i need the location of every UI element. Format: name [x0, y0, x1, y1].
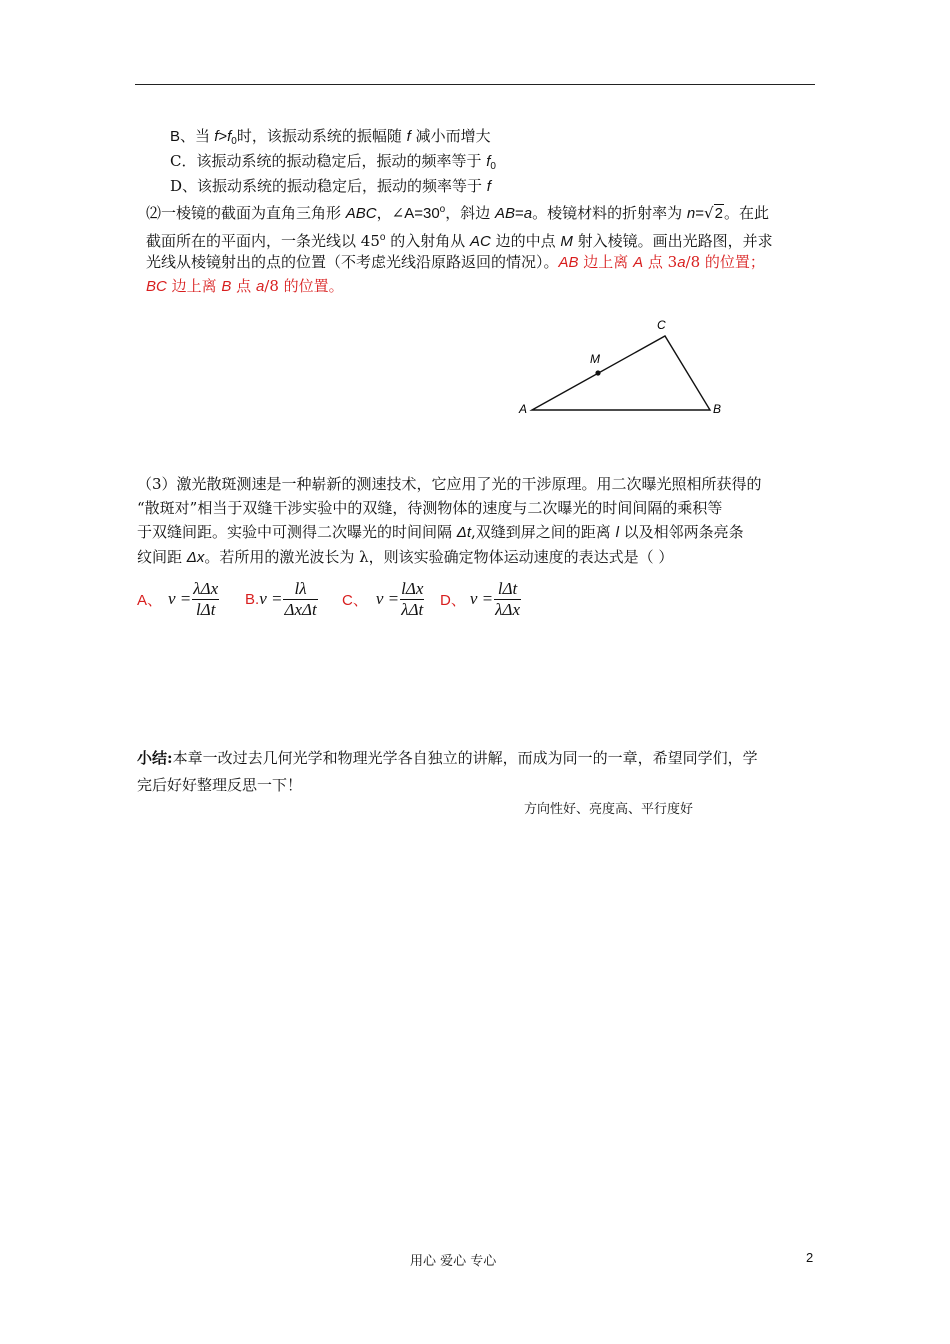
q3-line-1: （3）激光散斑测速是一种崭新的测速技术，它应用了光的干涉原理。用二次曝光照相所获得的 [137, 475, 762, 493]
sqrt-symbol: √ [704, 204, 714, 222]
q2-line-2: 截面所在的平面内，一条光线以 45$^o$ 的入射角从 AC 边的中点 M 射入棱镜。画出光路图，并求 [146, 232, 773, 250]
q3-option-c: C、 v = $\frac{\text{lΔx}}{\text{λΔt}}$ [342, 578, 424, 619]
q2-line-1: ⑵一棱镜的截面为直角三角形 ABC，$\angle A=30^o$，斜边 AB=a。棱镜材料的折射率为 n=√2。在此 [146, 204, 769, 222]
option-d: D、该振动系统的振动稳定后，振动的频率等于 f [170, 177, 491, 195]
q3-option-a: A、 v = $\frac{\text{λΔx}}{\text{lΔt}}$ [137, 578, 219, 619]
header-rule [135, 84, 815, 85]
triangle-abc [532, 336, 710, 410]
label-c: C [657, 318, 666, 332]
label-b: B [713, 402, 722, 416]
footer-text: 用心 爱心 专心 [410, 1254, 497, 1269]
q3-line-4: 纹间距 Δx。若所用的激光波长为 λ，则该实验确定物体运动速度的表达式是（ ） [137, 548, 674, 566]
summary-line-1: 小结:本章一改过去几何光学和物理光学各自独立的讲解，而成为同一的一章，希望同学们，学 [137, 749, 758, 767]
q2-answer-2: BC 边上离 B 点 a/8 的位置。 [146, 277, 344, 295]
q3-option-b: B. v = $\frac{l\lambda}{\text{ΔxΔt}}$ [245, 578, 317, 619]
q3-line-2: “散斑对”相当于双缝干涉实验中的双缝，待测物体的速度与二次曝光的时间间隔的乘积等 [137, 499, 723, 517]
q2-line-3: 光线从棱镜射出的点的位置（不考虑光线沿原路返回的情况）。AB 边上离 A 点 3a/8 的位置； [146, 253, 765, 271]
summary-line-2: 完后好好整理反思一下！ [137, 776, 303, 794]
option-c: C．该振动系统的振动稳定后，振动的频率等于 $f_0$ [170, 152, 496, 172]
point-m [595, 370, 600, 375]
option-b: B、当 $f>f_0$时，该振动系统的振幅随 f 减小而增大 [170, 127, 491, 147]
page-number: 2 [806, 1250, 814, 1265]
summary-note: 方向性好、亮度高、平行度好 [524, 802, 694, 817]
q3-line-3: 于双缝间距。实验中可测得二次曝光的时间间隔 Δt,双缝到屏之间的距离 l 以及相邻两条亮条 [137, 523, 744, 541]
q2-answer-1: AB 边上离 A 点 3a/8 的位置； [558, 253, 765, 271]
q3-option-d: D、 v = $\frac{\text{lΔt}}{\text{λΔx}}$ [440, 578, 521, 619]
summary-label: 小结 [137, 749, 168, 767]
label-m: M [590, 352, 600, 366]
prism-triangle-figure [510, 312, 740, 422]
label-a: A [519, 402, 528, 416]
